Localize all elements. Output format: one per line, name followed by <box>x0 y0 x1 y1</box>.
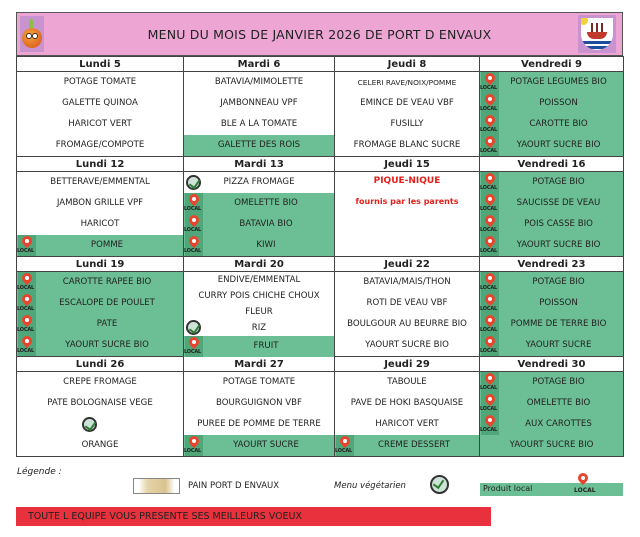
menu-item-label: YAOURT SUCRE BIO <box>65 340 149 350</box>
menu-item-label: TABOULE <box>387 377 427 387</box>
menu-item <box>480 193 623 214</box>
menu-item-label: ORANGE <box>81 440 119 450</box>
menu-item <box>17 93 183 114</box>
map-pin-local-icon: LOCAL <box>18 314 36 335</box>
menu-item-label: POIS CASSE BIO <box>524 219 593 229</box>
port-crest-logo <box>578 15 616 53</box>
menu-item <box>335 272 479 293</box>
menu-item <box>184 135 334 156</box>
day-menu <box>480 372 623 456</box>
map-pin-local-icon: LOCAL <box>481 272 499 293</box>
menu-item-label: YAOURT SUCRE BIO <box>509 440 594 450</box>
menu-item-label: CELERI RAVE/NOIX/POMME <box>357 78 457 87</box>
menu-item-label: ESCALOPE DE POULET <box>59 298 155 308</box>
map-pin-local-icon: LOCAL <box>481 372 499 393</box>
menu-row <box>17 72 624 157</box>
menu-item-label: POMME DE TERRE BIO <box>510 319 607 329</box>
day-header-row <box>17 157 624 172</box>
menu-item <box>184 372 334 393</box>
menu-item <box>17 72 183 93</box>
day-menu <box>335 172 479 256</box>
menu-item <box>335 293 479 314</box>
menu-item-label: PUREE DE POMME DE TERRE <box>197 419 321 429</box>
day-header: Lundi 19 <box>17 257 184 272</box>
menu-item <box>184 72 334 93</box>
menu-item <box>480 314 623 335</box>
menu-item <box>335 414 479 435</box>
menu-item-label: POISSON <box>539 98 578 108</box>
menu-item <box>480 135 623 156</box>
menu-item-label: POMME <box>90 240 124 250</box>
map-pin-local-icon: LOCAL <box>481 293 499 314</box>
day-menu <box>17 72 183 156</box>
menu-item <box>17 235 183 256</box>
map-pin-local-icon: LOCAL <box>336 435 354 456</box>
menu-item-label: CREPE FROMAGE <box>63 377 137 387</box>
map-pin-local-icon: LOCAL <box>481 114 499 135</box>
menu-item <box>335 135 479 156</box>
menu-item <box>184 320 334 336</box>
day-menu <box>184 172 334 256</box>
menu-item <box>480 393 623 414</box>
legend <box>0 463 640 503</box>
day-header: Jeudi 22 <box>335 257 480 272</box>
menu-item-label: BATAVIA BIO <box>239 219 293 229</box>
menu-item-label: OMELETTE BIO <box>234 198 298 208</box>
menu-item-label: GALETTE QUINOA <box>62 98 138 108</box>
menu-item-label: SAUCISSE DE VEAU <box>516 198 601 208</box>
menu-item <box>335 335 479 356</box>
menu-item <box>335 372 479 393</box>
day-menu <box>335 372 479 456</box>
menu-item-label: AUX CAROTTES <box>525 419 592 429</box>
menu-item-label: BLE A LA TOMATE <box>220 119 298 129</box>
menu-item <box>480 114 623 135</box>
day-menu <box>184 272 334 356</box>
menu-row <box>17 172 624 257</box>
menu-item <box>480 435 623 456</box>
menu-item <box>480 272 623 293</box>
map-pin-local-icon: LOCAL <box>481 235 499 256</box>
menu-item <box>480 93 623 114</box>
menu-item-label: PIZZA FROMAGE <box>223 177 295 187</box>
menu-item <box>184 414 334 435</box>
wishes-banner: TOUTE L EQUIPE VOUS PRESENTE SES MEILLEURS VOEUX <box>16 507 491 526</box>
menu-item <box>335 114 479 135</box>
picnic-note: fournis par les parents <box>355 197 459 206</box>
menu-item <box>17 272 183 293</box>
menu-item-label: PATE <box>96 319 118 329</box>
menu-item <box>184 272 334 288</box>
menu-table <box>16 56 624 457</box>
menu-item-label: YAOURT SUCRE BIO <box>516 240 601 250</box>
menu-item <box>335 93 479 114</box>
day-menu <box>335 272 479 356</box>
menu-item <box>17 314 183 335</box>
bread-icon <box>133 478 180 494</box>
menu-item <box>184 114 334 135</box>
menu-item <box>184 336 334 357</box>
day-menu <box>184 372 334 456</box>
menu-item-label: EMINCE DE VEAU VBF <box>360 98 454 108</box>
day-header: Mardi 6 <box>184 57 335 72</box>
map-pin-local-icon: LOCAL <box>481 193 499 214</box>
menu-item-label: KIWI <box>256 240 276 250</box>
map-pin-local-icon: LOCAL <box>185 336 203 357</box>
menu-item <box>335 393 479 414</box>
menu-item <box>17 114 183 135</box>
day-menu <box>335 72 479 156</box>
menu-item <box>17 335 183 356</box>
menu-item <box>17 372 183 393</box>
menu-item-label: HARICOT VERT <box>68 119 132 129</box>
menu-item <box>480 293 623 314</box>
day-header: Lundi 26 <box>17 357 184 372</box>
menu-item-label: YAOURT SUCRE BIO <box>516 140 601 150</box>
menu-row <box>17 272 624 357</box>
vegetarian-leaf-icon <box>186 175 201 190</box>
map-pin-local-icon: LOCAL <box>481 335 499 356</box>
menu-item-label: PAVE DE HOKI BASQUAISE <box>350 398 464 408</box>
menu-item-label: GALETTE DES ROIS <box>217 140 301 150</box>
menu-item <box>184 214 334 235</box>
day-menu <box>17 372 183 456</box>
menu-item <box>184 235 334 256</box>
page-title: MENU DU MOIS DE JANVIER 2026 DE PORT D ENVAUX <box>147 26 492 42</box>
legend-local <box>480 483 623 496</box>
picnic-title: PIQUE-NIQUE <box>373 176 441 186</box>
menu-item-label: POTAGE LEGUMES BIO <box>510 77 607 87</box>
menu-item <box>17 214 183 235</box>
menu-item-label: FUSILLY <box>390 119 424 129</box>
menu-item-label: POTAGE TOMATE <box>63 77 137 87</box>
menu-item-label: BETTERAVE/EMMENTAL <box>50 177 150 187</box>
menu-item <box>480 214 623 235</box>
map-pin-local-icon: LOCAL <box>572 473 594 496</box>
day-menu <box>480 172 623 256</box>
menu-item <box>17 135 183 156</box>
menu-item <box>17 435 183 456</box>
day-menu <box>480 72 623 156</box>
map-pin-local-icon: LOCAL <box>481 93 499 114</box>
menu-item-label: HARICOT VERT <box>375 419 439 429</box>
menu-item-label: FROMAGE/COMPOTE <box>55 140 145 150</box>
menu-item <box>335 435 479 456</box>
vegetarian-leaf-icon <box>430 475 449 494</box>
menu-item <box>480 172 623 193</box>
day-header: Jeudi 29 <box>335 357 480 372</box>
day-header: Vendredi 30 <box>480 357 624 372</box>
day-menu <box>480 272 623 356</box>
menu-item-label: POTAGE TOMATE <box>222 377 296 387</box>
menu-item <box>184 93 334 114</box>
map-pin-local-icon: LOCAL <box>18 335 36 356</box>
day-header: Vendredi 16 <box>480 157 624 172</box>
map-pin-local-icon: LOCAL <box>481 172 499 193</box>
onion-mascot-logo <box>20 16 44 52</box>
map-pin-local-icon: LOCAL <box>481 214 499 235</box>
day-header-row <box>17 257 624 272</box>
menu-item-label: FRUIT <box>253 341 279 351</box>
menu-item <box>335 72 479 93</box>
map-pin-local-icon: LOCAL <box>18 235 36 256</box>
menu-item-label: HARICOT <box>80 219 120 229</box>
menu-item-label: YAOURT SUCRE BIO <box>365 340 449 350</box>
menu-item-label: YAOURT SUCRE <box>525 340 592 350</box>
day-menu <box>184 72 334 156</box>
menu-item <box>184 393 334 414</box>
map-pin-local-icon: LOCAL <box>18 293 36 314</box>
legend-vegetarian-label: Menu végétarien <box>334 481 406 491</box>
menu-item-label: ENDIVE/EMMENTAL <box>217 275 301 285</box>
day-header: Vendredi 23 <box>480 257 624 272</box>
menu-item <box>480 335 623 356</box>
day-menu <box>17 272 183 356</box>
menu-item-label: CAROTTE BIO <box>529 119 588 129</box>
day-header: Mardi 20 <box>184 257 335 272</box>
day-menu <box>17 172 183 256</box>
menu-item <box>17 293 183 314</box>
menu-item <box>184 288 334 304</box>
map-pin-local-icon: LOCAL <box>185 235 203 256</box>
menu-item-label: BOULGOUR AU BEURRE BIO <box>347 319 467 329</box>
menu-item <box>17 414 183 435</box>
map-pin-local-icon: LOCAL <box>481 72 499 93</box>
menu-item-label: CREME DESSERT <box>378 440 450 450</box>
day-header: Jeudi 15 <box>335 157 480 172</box>
menu-item-label: FLEUR <box>245 307 273 317</box>
day-header: Mardi 27 <box>184 357 335 372</box>
menu-item-label: BATAVIA/MIMOLETTE <box>214 77 304 87</box>
menu-item-label: POISSON <box>539 298 578 308</box>
map-pin-local-icon: LOCAL <box>481 314 499 335</box>
menu-item <box>17 193 183 214</box>
day-header: Vendredi 9 <box>480 57 624 72</box>
menu-item-label: CAROTTE RAPEE BIO <box>62 277 152 287</box>
menu-item <box>17 393 183 414</box>
menu-row <box>17 372 624 457</box>
menu-item-label: FROMAGE BLANC SUCRE <box>353 140 461 150</box>
menu-item-label: JAMBONNEAU VPF <box>220 98 298 108</box>
menu-item-label: JAMBON GRILLE VPF <box>56 198 144 208</box>
day-header: Jeudi 8 <box>335 57 480 72</box>
legend-title: Légende : <box>17 467 62 477</box>
day-header-row <box>17 57 624 72</box>
menu-item-label: RIZ <box>251 323 267 333</box>
map-pin-local-icon: LOCAL <box>185 214 203 235</box>
menu-item <box>480 72 623 93</box>
map-pin-local-icon: LOCAL <box>481 135 499 156</box>
menu-item-label: POTAGE BIO <box>532 177 585 187</box>
day-header-row <box>17 357 624 372</box>
menu-item <box>335 314 479 335</box>
map-pin-local-icon: LOCAL <box>185 435 203 456</box>
title-bar <box>16 12 623 56</box>
menu-item-label: POTAGE BIO <box>532 277 585 287</box>
menu-item <box>184 172 334 193</box>
menu-item-label: BOURGUIGNON VBF <box>216 398 302 408</box>
menu-item-label: BATAVIA/MAIS/THON <box>363 277 451 287</box>
map-pin-local-icon: LOCAL <box>185 193 203 214</box>
map-pin-local-icon: LOCAL <box>481 414 499 435</box>
vegetarian-leaf-icon <box>82 417 97 432</box>
menu-item <box>480 372 623 393</box>
menu-item <box>184 304 334 320</box>
menu-item <box>480 414 623 435</box>
menu-item-label: CURRY POIS CHICHE CHOUX <box>198 291 320 301</box>
menu-item <box>480 235 623 256</box>
menu-item <box>184 193 334 214</box>
menu-item <box>17 172 183 193</box>
legend-local-label: Produit local <box>483 484 533 493</box>
menu-item-label: ROTI DE VEAU VBF <box>366 298 448 308</box>
menu-item <box>184 435 334 456</box>
day-header: Lundi 5 <box>17 57 184 72</box>
day-header: Lundi 12 <box>17 157 184 172</box>
menu-item-label: PATE BOLOGNAISE VEGE <box>47 398 153 408</box>
vegetarian-leaf-icon <box>186 320 201 335</box>
menu-sheet <box>16 12 623 457</box>
menu-item-label: YAOURT SUCRE <box>233 440 299 450</box>
map-pin-local-icon: LOCAL <box>481 393 499 414</box>
legend-bread-label: PAIN PORT D ENVAUX <box>188 481 280 491</box>
map-pin-local-icon: LOCAL <box>18 272 36 293</box>
day-header: Mardi 13 <box>184 157 335 172</box>
menu-item-label: POTAGE BIO <box>532 377 585 387</box>
menu-item-label: OMELETTE BIO <box>526 398 591 408</box>
